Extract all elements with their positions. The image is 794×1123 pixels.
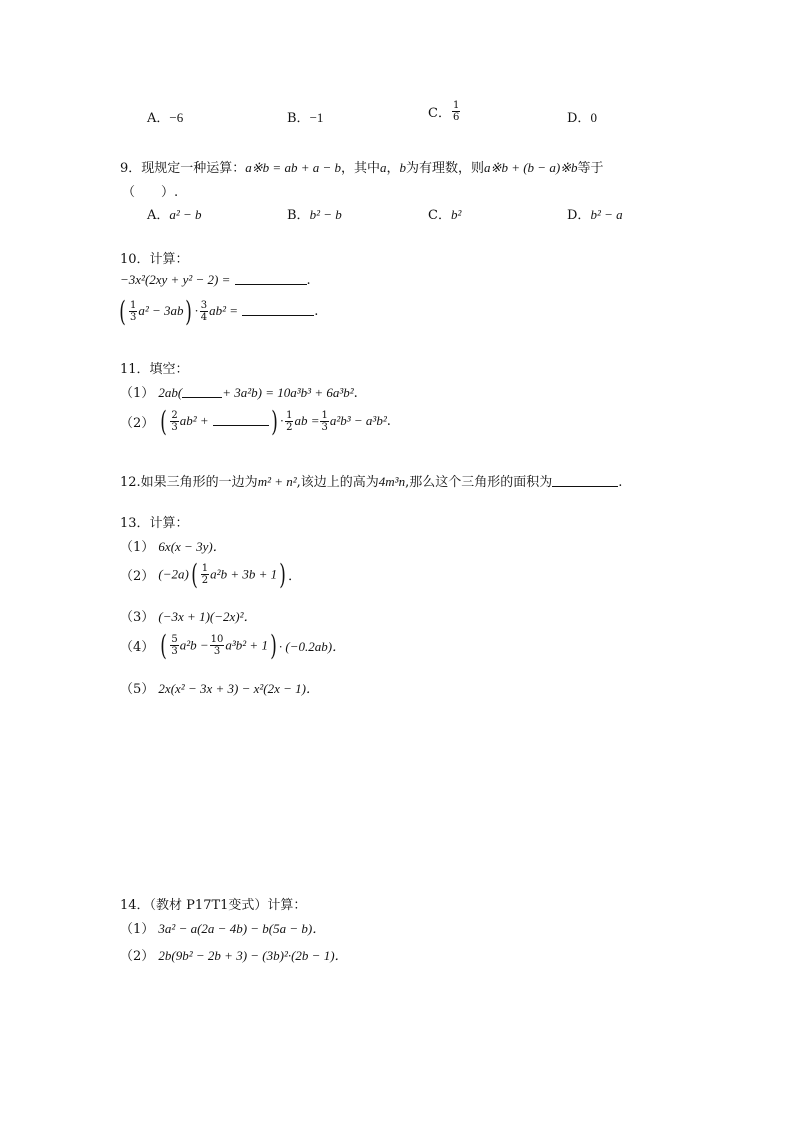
part-label: （2）	[120, 949, 155, 964]
expression: + 3a²b) = 10a³b³ + 6a³b²	[222, 385, 354, 400]
expression: (−2a)	[158, 566, 189, 582]
q9-text: ，	[386, 161, 400, 176]
option-value: a² − b	[169, 207, 202, 222]
part-label: （2）	[120, 569, 155, 584]
option-label: B．	[287, 111, 310, 126]
numerator: 5	[171, 634, 178, 645]
q9-option-b	[287, 204, 342, 223]
q14-title: 14．（教材 P17T1变式）计算：	[120, 898, 307, 913]
q10-title: 10．计算：	[120, 252, 189, 267]
q9-answer-paren: （ ）.	[122, 185, 179, 200]
q12-text: ,该边上的高为	[296, 475, 379, 490]
option-value: b²	[450, 207, 462, 222]
denominator: 4	[200, 312, 208, 323]
left-paren: (	[191, 557, 198, 591]
right-paren: )	[270, 404, 278, 438]
denominator: 2	[201, 575, 209, 586]
part-label: （1）	[120, 386, 155, 401]
period: .	[386, 414, 391, 429]
option-label: A．	[147, 208, 170, 223]
expression: (−3x + 1)(−2x)²．	[158, 609, 257, 624]
numerator: 3	[200, 300, 208, 311]
q9-stem	[120, 157, 604, 176]
option-value: b² − a	[590, 207, 623, 222]
expression: a² − 3ab	[138, 303, 184, 318]
q13-part5	[120, 678, 319, 697]
numerator: 10	[210, 634, 224, 645]
period: .	[618, 475, 623, 490]
q10-line1	[120, 272, 311, 288]
q8-option-c	[428, 100, 461, 123]
q8-option-a	[147, 107, 183, 126]
q13-part4	[120, 628, 346, 662]
expression: a³b² + 1	[225, 637, 268, 653]
part-label: （1）	[120, 922, 155, 937]
q9-option-d	[567, 204, 623, 223]
expression: a²b + 3b + 1	[210, 566, 278, 582]
denominator: 3	[129, 312, 137, 323]
part-label: （2）	[120, 416, 155, 431]
denominator: 3	[321, 422, 328, 433]
numerator: 2	[171, 410, 178, 421]
expression: · (−0.2ab)．	[278, 639, 346, 654]
option-value: b² − b	[309, 207, 342, 222]
q12-stem	[120, 471, 622, 490]
part-label: （3）	[120, 610, 155, 625]
part-label: （4）	[120, 640, 155, 655]
right-paren: )	[185, 294, 193, 328]
expression: 2b(9b² − 2b + 3) − (3b)²·(2b − 1)．	[158, 948, 348, 963]
q12-text: ,那么这个三角形的面积为	[405, 475, 553, 490]
numerator: 1	[321, 410, 328, 421]
option-label: D．	[567, 111, 591, 126]
denominator: 3	[213, 646, 221, 657]
q13-title: 13．计算：	[120, 516, 189, 531]
numerator: 1	[201, 563, 209, 574]
denominator: 6	[452, 112, 460, 123]
q8-option-d	[567, 107, 597, 126]
fraction	[201, 563, 209, 586]
q11-part1	[120, 382, 358, 401]
q13-part1	[120, 536, 226, 555]
expression: −3x²(2xy + y² − 2) =	[120, 272, 231, 287]
q14-part1	[120, 918, 325, 937]
q11-part2: （2） ( $\frac{2}{3}$ ab² + ) · $\frac{1}{2}$ ab = $\frac{1}{3}$ a²b³ − a³b².	[120, 404, 391, 438]
period: .	[314, 304, 319, 319]
expression: ab² +	[179, 413, 209, 428]
var-a: a	[380, 160, 387, 175]
left-paren: (	[160, 404, 168, 438]
denominator: 3	[171, 646, 178, 657]
q9-option-c	[428, 204, 461, 223]
q9-definition: a※b = ab + a − b	[245, 160, 341, 175]
numerator: 1	[129, 300, 137, 311]
q13-part2	[120, 557, 302, 591]
fraction	[210, 634, 225, 657]
period: ．	[288, 569, 302, 584]
answer-blank[interactable]	[182, 385, 222, 398]
option-label: C．	[428, 106, 451, 121]
option-value: −1	[309, 110, 324, 125]
expression: m² + n²	[257, 474, 297, 489]
fraction	[170, 410, 178, 433]
denominator: 2	[286, 422, 293, 433]
left-paren: (	[119, 294, 126, 328]
var-b: b	[399, 160, 407, 175]
q9-text: 为有理数，则	[406, 161, 485, 176]
right-paren: )	[270, 628, 277, 662]
fraction	[452, 100, 460, 123]
expression: 2ab(	[158, 385, 183, 400]
q12-text: 12.如果三角形的一边为	[120, 475, 258, 490]
answer-blank[interactable]	[235, 272, 307, 285]
fraction	[285, 410, 293, 433]
expression: 4m³n	[378, 474, 406, 489]
q14-part2	[120, 945, 348, 964]
period: .	[353, 386, 358, 401]
q9-text: 等于	[577, 161, 604, 176]
expression: 2x(x² − 3x + 3) − x²(2x − 1)．	[158, 681, 319, 696]
option-label: B．	[287, 208, 310, 223]
fraction	[320, 410, 328, 433]
q8-option-b	[287, 107, 323, 126]
q10-line2: ( $\frac{1}{3}$ a² − 3ab) · $\frac{3}{4}$ ab² = .	[119, 294, 319, 328]
q13-part3	[120, 606, 257, 625]
q9-option-a	[147, 204, 202, 223]
denominator: 3	[171, 422, 178, 433]
fraction	[170, 634, 178, 657]
right-paren: )	[279, 557, 286, 591]
q9-prefix: 9．现规定一种运算：	[120, 161, 246, 176]
q9-text: ，其中	[341, 161, 381, 176]
option-label: C．	[428, 208, 451, 223]
expression: a²b −	[179, 637, 209, 653]
option-label: A．	[147, 111, 170, 126]
expression: 3a² − a(2a − 4b) − b(5a − b)．	[158, 921, 326, 936]
expression: ab² =	[209, 303, 239, 318]
period: .	[306, 273, 311, 288]
answer-blank[interactable]	[213, 413, 269, 426]
q11-title: 11．填空：	[120, 362, 189, 377]
answer-blank[interactable]	[552, 474, 618, 487]
left-paren: (	[160, 628, 168, 662]
expression: a²b³ − a³b²	[329, 413, 387, 428]
answer-blank[interactable]	[242, 303, 314, 316]
option-value: −6	[169, 110, 184, 125]
numerator: 1	[286, 410, 293, 421]
expression: ab =	[294, 413, 320, 428]
part-label: （1）	[120, 540, 155, 555]
part-label: （5）	[120, 682, 155, 697]
fraction	[129, 300, 137, 323]
option-label: D．	[567, 208, 591, 223]
option-value: 0	[590, 110, 597, 125]
fraction	[200, 300, 208, 323]
expression: 6x(x − 3y)．	[158, 539, 226, 554]
numerator: 1	[452, 100, 460, 111]
q9-expression: a※b + (b − a)※b	[484, 160, 578, 175]
